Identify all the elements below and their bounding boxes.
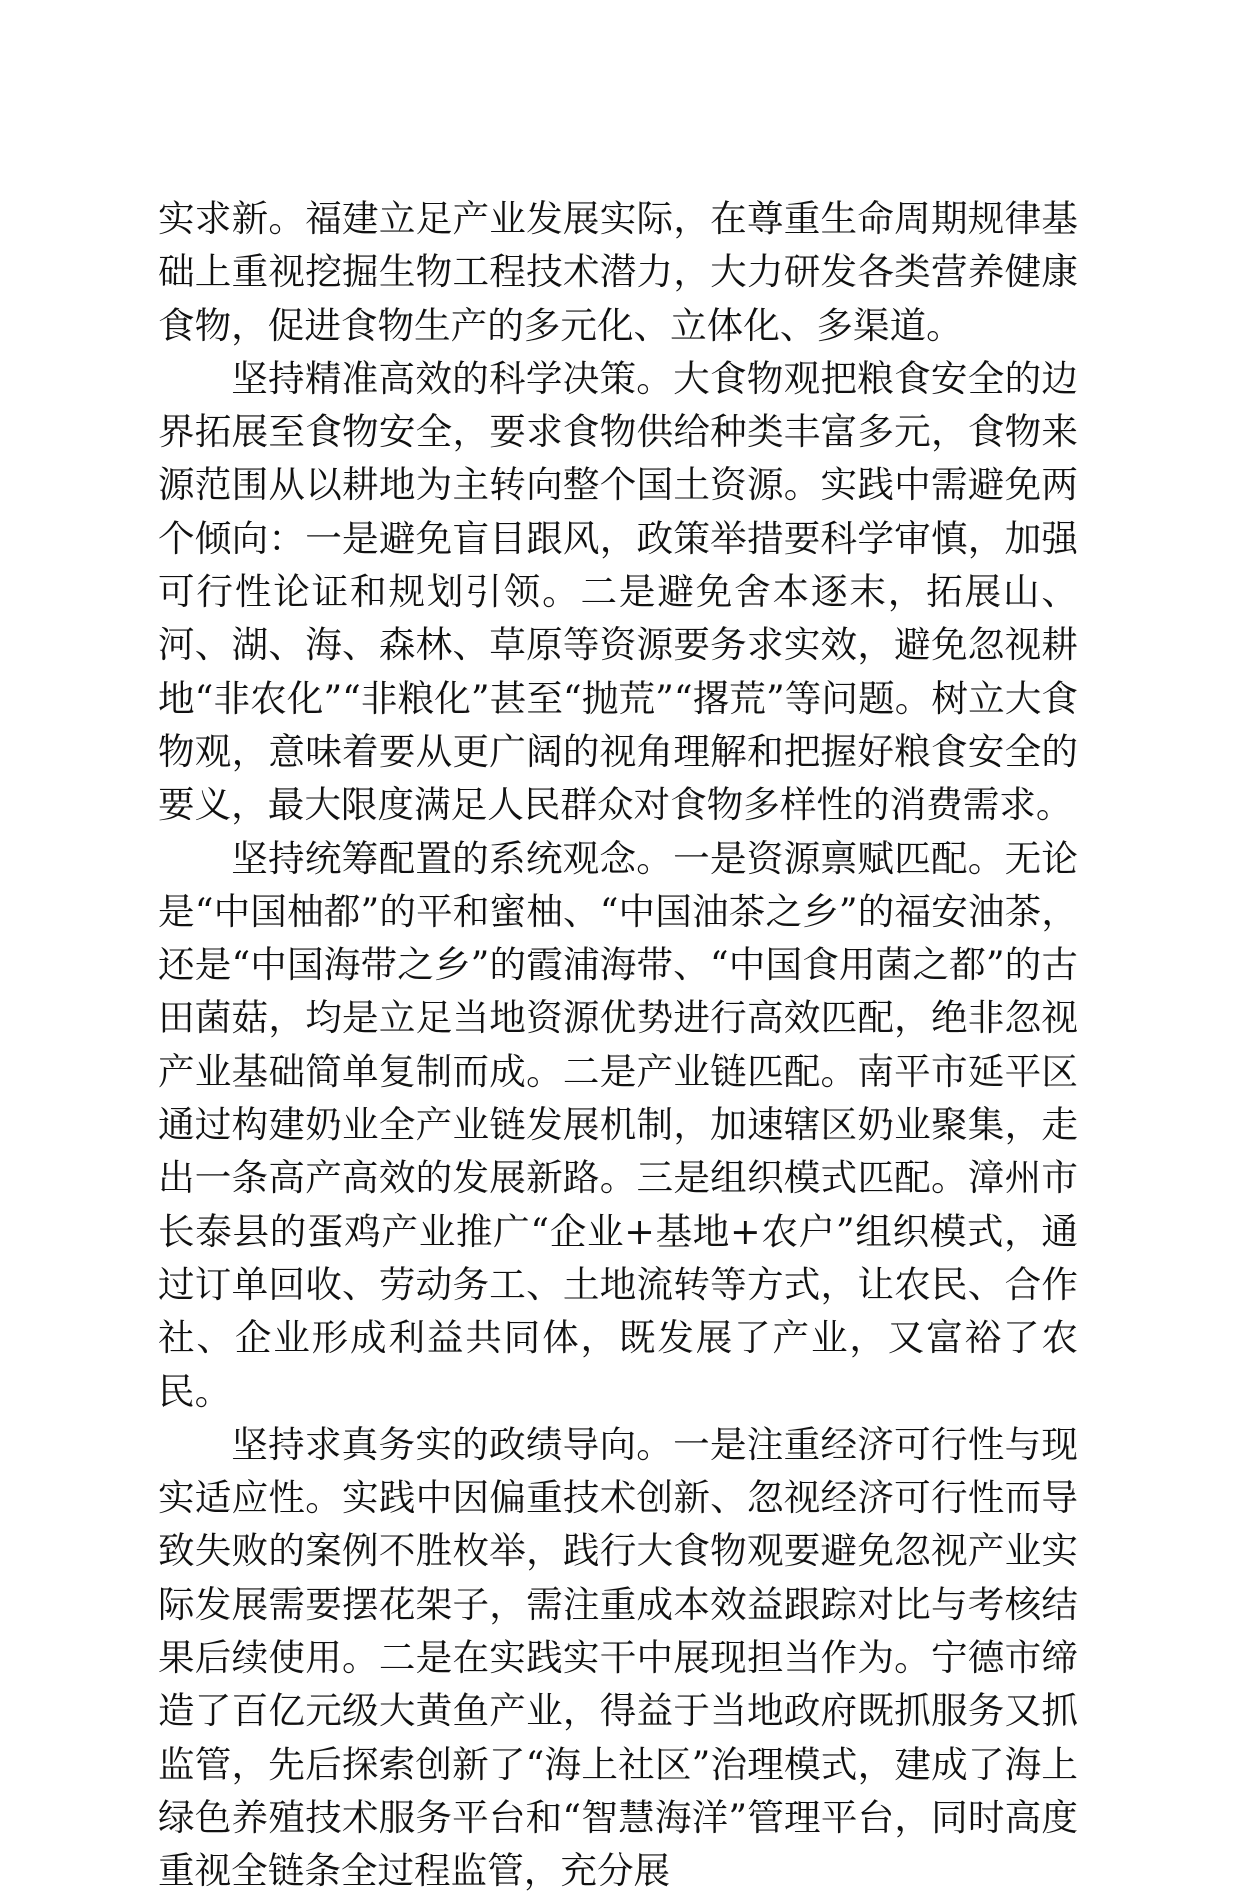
paragraph-continuation: 实求新。福建立足产业发展实际，在尊重生命周期规律基础上重视挖掘生物工程技术潜力，大力研发各类营养健康食物，促进食物生产的多元化、立体化、多渠道。 [158, 197, 1078, 347]
paragraph-system-concept: 坚持统筹配置的系统观念。一是资源禀赋匹配。无论是“中国柚都”的平和蜜柚、“中国油茶之乡”的福安油茶，还是“中国海带之乡”的霞浦海带、“中国食用菌之都”的古田菌菇，均是立足当地资源优势进行高效匹配，绝非忽视产业基础简单复制而成。二是产业链匹配。南平市延平区通过构建奶业全产业链发展机制，加速辖区奶业聚集，走出一条高产高效的发展新路。三是组织模式匹配。漳州市长泰县的蛋鸡产业推广“企业+基地+农户”组织模式，通过订单回收、劳动务工、土地流转等方式，让农民、合作社、企业形成利益共同体，既发展了产业，又富裕了农民。 [158, 836, 1078, 1413]
paragraph-performance-orientation: 坚持求真务实的政绩导向。一是注重经济可行性与现实适应性。实践中因偏重技术创新、忽视经济可行性而导致失败的案例不胜枚举，践行大食物观要避免忽视产业实际发展需要摆花架子，需注重成本效益跟踪对比与考核结果后续使用。二是在实践实干中展现担当作为。宁德市缔造了百亿元级大黄鱼产业，得益于当地政府既抓服务又抓监管，先后探索创新了“海上社区”治理模式，建成了海上绿色养殖技术服务平台和“智慧海洋”管理平台，同时高度重视全链条全过程监管，充分展 [158, 1422, 1078, 1893]
paragraph-scientific-decision: 坚持精准高效的科学决策。大食物观把粮食安全的边界拓展至食物安全，要求食物供给种类丰富多元，食物来源范围从以耕地为主转向整个国土资源。实践中需避免两个倾向：一是避免盲目跟风，政策举措要科学审慎，加强可行性论证和规划引领。二是避免舍本逐末，拓展山、河、湖、海、森林、草原等资源要务求实效，避免忽视耕地“非农化”“非粮化”甚至“抛荒”“撂荒”等问题。树立大食物观，意味着要从更广阔的视角理解和把握好粮食安全的要义，最大限度满足人民群众对食物多样性的消费需求。 [158, 356, 1078, 827]
document-body [158, 192, 1078, 1898]
